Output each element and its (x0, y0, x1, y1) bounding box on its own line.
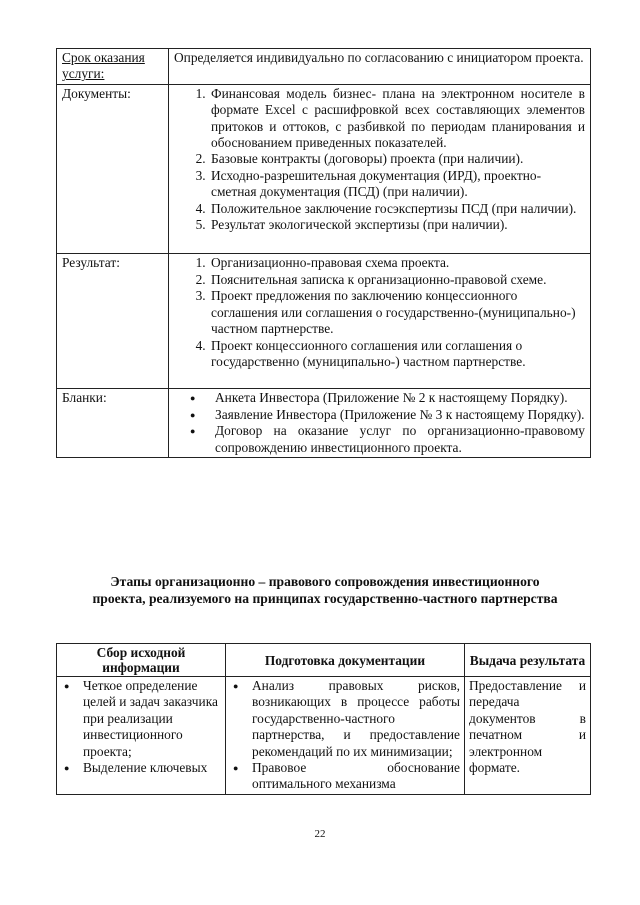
bullet-icon: ● (64, 763, 70, 774)
result-list (174, 255, 585, 370)
table-row (57, 49, 591, 85)
collect-info-cell (57, 677, 226, 795)
list-item: 1. Финансовая модель бизнес- плана на электронном носителе в формате Excel с расшифровкой всех составляющих элементов притоков и оттоков, с разбивкой по периодам планирования и обоснованием приведенных показателей. (209, 86, 585, 152)
list-item: 3. Исходно-разрешительная документация (ИРД), проектно-сметная документация (ПСД) (при наличии). (209, 168, 585, 201)
list-item: ● Четкое определение целей и задач заказчика при реализации инвестиционного проекта; (64, 678, 218, 759)
list-item: ● Анализ правовых рисков, возникающих в процессе работы государственно-частного партнерства, и предоставление рекомендаций по их минимизации; (233, 678, 460, 759)
list-item: ● Правовое обоснование оптимального механизма (233, 760, 460, 792)
list-item: 3. Проект предложения по заключению концессионного соглашения или соглашения о государственно-(муниципально-) частном партнерстве. (209, 288, 585, 337)
list-item: ● Заявление Инвестора (Приложение № 3 к настоящему Порядку). (211, 407, 585, 423)
list-item: 2. Базовые контракты (договоры) проекта (при наличии). (209, 151, 585, 167)
documents-cell (169, 84, 591, 254)
forms-label: Бланки: (57, 389, 169, 458)
documents-label: Документы: (57, 84, 169, 254)
result-cell (169, 254, 591, 389)
result-delivery-cell: Предоставление и передача документов в печатном и электронном формате. (465, 677, 591, 795)
table-row (57, 84, 591, 254)
list-item: 1. Организационно-правовая схема проекта. (209, 255, 585, 271)
service-info-table (56, 48, 591, 458)
service-term-label: Срок оказания услуги: (57, 49, 169, 85)
list-item: ● Выделение ключевых (64, 760, 208, 776)
forms-list (174, 390, 585, 456)
stages-table (56, 643, 591, 795)
service-term-value: Определяется индивидуально по согласованию с инициатором проекта. (169, 49, 591, 85)
list-item: ● Договор на оказание услуг по организационно-правовому сопровождению инвестиционного проекта. (211, 423, 585, 456)
documents-list (174, 86, 585, 234)
list-item: 4. Проект концессионного соглашения или соглашения о государственно (муниципально-) частном партнерстве. (209, 338, 585, 371)
forms-cell (169, 389, 591, 458)
list-item: 2. Пояснительная записка к организационно-правовой схеме. (209, 272, 585, 288)
table-header-row (57, 644, 591, 677)
column-header: Сбор исходной информации (57, 644, 226, 677)
list-item: ● Анкета Инвестора (Приложение № 2 к настоящему Порядку). (211, 390, 585, 406)
list-item: 4. Положительное заключение госэкспертизы ПСД (при наличии). (209, 201, 585, 217)
bullet-icon: ● (233, 681, 239, 691)
column-header: Подготовка документации (226, 644, 465, 677)
page-number: 22 (314, 828, 326, 840)
prepare-docs-cell (226, 677, 465, 795)
bullet-icon: ● (233, 763, 239, 774)
section-title: Этапы организационно – правового сопровождения инвестиционного проекта, реализуемого на принципах государственно-частного партнерства (92, 574, 558, 606)
table-row (57, 677, 591, 795)
table-row (57, 389, 591, 458)
list-item: 5. Результат экологической экспертизы (при наличии). (209, 217, 585, 233)
result-label: Результат: (57, 254, 169, 389)
bullet-icon: ● (64, 681, 70, 691)
table-row (57, 254, 591, 389)
column-header: Выдача результата (465, 644, 591, 677)
